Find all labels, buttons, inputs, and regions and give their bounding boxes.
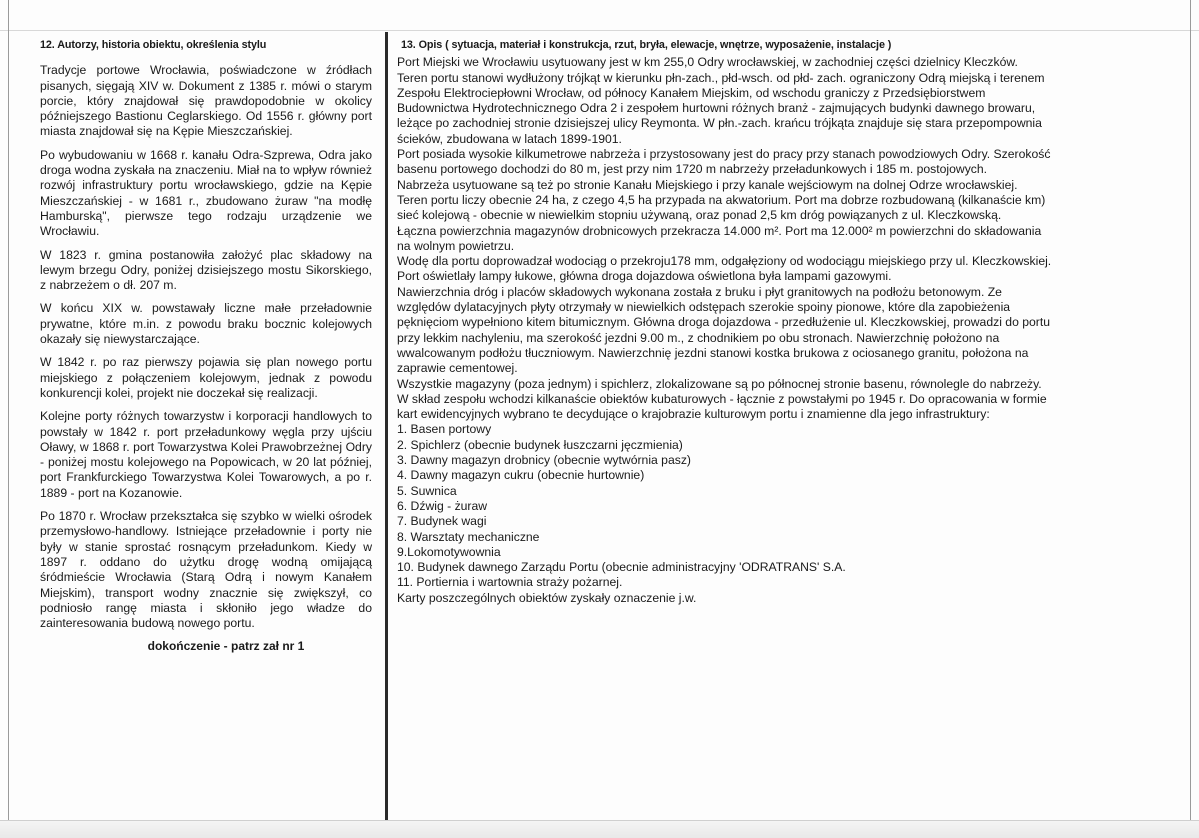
- description-line: Teren portu stanowi wydłużony trójkąt w kierunku płn-zach., płd-wsch. od płd- zach. ograniczony Odrą miejską i terenem: [397, 70, 1045, 85]
- history-paragraph: Kolejne porty różnych towarzystw i korporacji handlowych to powstały w 1842 r. port przeładunkowy węgla przy ujściu Oławy, w 1868 r. port Towarzystwa Kolei Prawobrzeżnej Odry - poniżej mostu kolejowego na Popowicach, w 20 lat później, port Frankfurckiego Towarzystwa Kolei Towarowych, a po r. 1889 - port na Kozanowie.: [40, 409, 372, 500]
- description-line: ścieków, zbudowana w latach 1899-1901.: [397, 131, 622, 146]
- description-line: Port oświetlały lampy łukowe, główna droga dojazdowa oświetlona była lampami gazowymi.: [397, 269, 892, 284]
- closing-line: Karty poszczególnych obiektów zyskały oznaczenie j.w.: [397, 590, 697, 605]
- list-item: 11. Portiernia i wartownia straży pożarnej.: [397, 575, 623, 590]
- list-item: 3. Dawny magazyn drobnicy (obecnie wytwórnia pasz): [397, 453, 691, 468]
- column-divider: [385, 32, 388, 822]
- description-line: leżące po zachodniej stronie dzisiejszej ulicy Reymonta. W płn.-zach. krańcu trójkąta znajduje się stara przepompownia: [397, 116, 1042, 131]
- object-list: [397, 422, 1155, 590]
- history-paragraph: Po 1870 r. Wrocław przekształca się szybko w wielki ośrodek przemysłowo-handlowy. Istniejące przeładownie i porty nie były w stanie sprostać rosnącym przeładunkom. Kiedy w 1897 r. oddano do użytku drogę wodną omijającą śródmieście Wrocławia (Starą Odrą i nowym Kanałem Miejskim), transport wodny znacznie się zwiększył, co podniosło rangę miasta i skłoniło jego władze do zainteresowania budową nowego portu.: [40, 509, 372, 631]
- description-text: [397, 55, 1155, 422]
- description-line: względów dylatacyjnych płyty otrzymały w niewielkich odstępach szerokie spoiny pionowe, które dla zapobieżenia: [397, 300, 1011, 315]
- right-border: [1190, 0, 1191, 837]
- description-line: zaprawie cementowej.: [397, 361, 518, 376]
- description-line: kart ewidencyjnych wybrano te decydujące o krajobrazie kulturowym portu i znamienne dla jego infrastruktury:: [397, 407, 990, 422]
- description-line: Port Miejski we Wrocławiu usytuowany jest w km 255,0 Odry wrocławskiej, w zachodniej części dzielnicy Kleczków.: [397, 55, 1018, 70]
- continuation-note: dokończenie - patrz zał nr 1: [147, 639, 305, 654]
- description-line: pęknięciom wypełniono kitem bitumicznym. Główna droga dojazdowa - przedłużenie ul. Kleczkowskiej, prowadzi do portu: [397, 315, 1051, 330]
- history-paragraph: Tradycje portowe Wrocławia, poświadczone w źródłach pisanych, sięgają XIV w. Dokument z 1385 r. mówi o starym porcie, który znajdował się prawdopodobnie w okolicy późniejszego Bastionu Ceglarskiego. Od 1556 r. główny port miasta znajdował się na Kępie Mieszczańskiej.: [40, 63, 372, 139]
- left-border: [0, 0, 9, 837]
- description-line: W skład zespołu wchodzi kilkanaście obiektów kubaturowych - łącznie z powstałymi po 1945 r. Do opracowania w formie: [397, 391, 1047, 406]
- description-line: Wodę dla portu doprowadzał wodociąg o przekroju178 mm, odgałęziony od wodociągu miejskiego przy ul. Kleczkowskiej.: [397, 254, 1052, 269]
- section-13-heading: 13. Opis ( sytuacja, materiał i konstrukcja, rzut, bryła, elewacje, wnętrze, wyposażenie, instalacje ): [401, 39, 892, 51]
- description-line: Wszystkie magazyny (poza jednym) i spichlerz, zlokalizowane są po północnej stronie basenu, równolegle do nabrzeży.: [397, 376, 1042, 391]
- description-line: Nabrzeża usytuowane są też po stronie Kanału Miejskiego i przy kanale wejściowym na dolnej Odrze wrocławskiej.: [397, 177, 1018, 192]
- list-item: 2. Spichlerz (obecnie budynek łuszczarni jęczmienia): [397, 437, 683, 452]
- list-item: 10. Budynek dawnego Zarządu Portu (obecnie administracyjny 'ODRATRANS' S.A.: [397, 560, 846, 575]
- history-paragraph: W 1823 r. gmina postanowiła założyć plac składowy na lewym brzegu Odry, poniżej dzisiejszego mostu Sikorskiego, z nabrzeżem o dł. 207 m.: [40, 247, 372, 293]
- description-line: Port posiada wysokie kilkumetrowe nabrzeża i przystosowany jest do pracy przy stanach powodziowych Odry. Szerokość: [397, 147, 1051, 162]
- list-item: 4. Dawny magazyn cukru (obecnie hurtownie): [397, 468, 645, 483]
- list-item: 8. Warsztaty mechaniczne: [397, 529, 540, 544]
- bottom-edge: [0, 820, 1199, 838]
- description-line: Budownictwa Hydrotechnicznego Odra 2 i zespołem hurtowni różnych branż - zajmujących budynki dawnego browaru,: [397, 101, 1036, 116]
- description-line: Łączna powierzchnia magazynów drobnicowych przekracza 14.000 m². Port ma 12.000² m powierzchni do składowania: [397, 223, 1042, 238]
- list-item: 1. Basen portowy: [397, 422, 492, 437]
- description-line: przy lekkim nachyleniu, ma szerokość jezdni 9.00 m., z chodnikiem po obu stronach. Nawierzchnię położono na: [397, 330, 1000, 345]
- history-paragraph: W 1842 r. po raz pierwszy pojawia się plan nowego portu miejskiego z połączeniem kolejowym, jednak z powodu konkurencji kolei, projekt nie doczekał się realizacji.: [40, 355, 372, 400]
- description-line: sieć kolejową - obecnie w niewielkim stopniu używaną, oraz ponad 2,5 km dróg powiązanych z ul. Kleczkowską.: [397, 208, 1002, 223]
- left-column: [40, 38, 372, 655]
- description-line: Teren portu liczy obecnie 24 ha, z czego 4,5 ha przypada na akwatorium. Port ma dobrze rozbudowaną (kilkanaście km): [397, 192, 1046, 207]
- right-column: [397, 38, 1155, 606]
- description-line: wwalcowanym podłożu tłuczniowym. Nawierzchnię jezdni stanowi kostka brukowa z ociosanego granitu, położona na: [397, 345, 1029, 360]
- history-paragraph: W końcu XIX w. powstawały liczne małe przeładownie prywatne, które m.in. z powodu braku bocznic kolejowych okazały się niewystarczające.: [40, 301, 372, 347]
- list-item: 6. Dźwig - żuraw: [397, 498, 488, 513]
- description-line: Nawierzchnia dróg i placów składowych wykonana została z bruku i płyt granitowych na podłożu betonowym. Ze: [397, 284, 1002, 299]
- description-line: basenu portowego dochodzi do 80 m, jest przy nim 1720 m nabrzeży przeładunkowych i 185 m. postojowych.: [397, 162, 988, 177]
- top-edge: [0, 0, 1199, 31]
- description-line: na wolnym powietrzu.: [397, 238, 515, 253]
- list-item: 5. Suwnica: [397, 483, 457, 498]
- list-item: 7. Budynek wagi: [397, 514, 487, 529]
- history-paragraph: Po wybudowaniu w 1668 r. kanału Odra-Szprewa, Odra jako droga wodna zyskała na znaczeniu. Miał na to wpływ również rozwój infrastruktury portu wrocławskiego, gdzie na Kępie Mieszczańskiej - w 1681 r., zbudowano żuraw "na modłę Hamburską", pierwsze tego rodzaju urządzenie we Wrocławiu.: [40, 147, 372, 239]
- list-item: 9.Lokomotywownia: [397, 544, 501, 559]
- section-12-heading: 12. Autorzy, historia obiektu, określenia stylu: [40, 39, 267, 51]
- description-line: Zespołu Elektrociepłowni Wrocław, od północy Kanałem Miejskim, od wschodu graniczy z Przedsiębiorstwem: [397, 85, 986, 100]
